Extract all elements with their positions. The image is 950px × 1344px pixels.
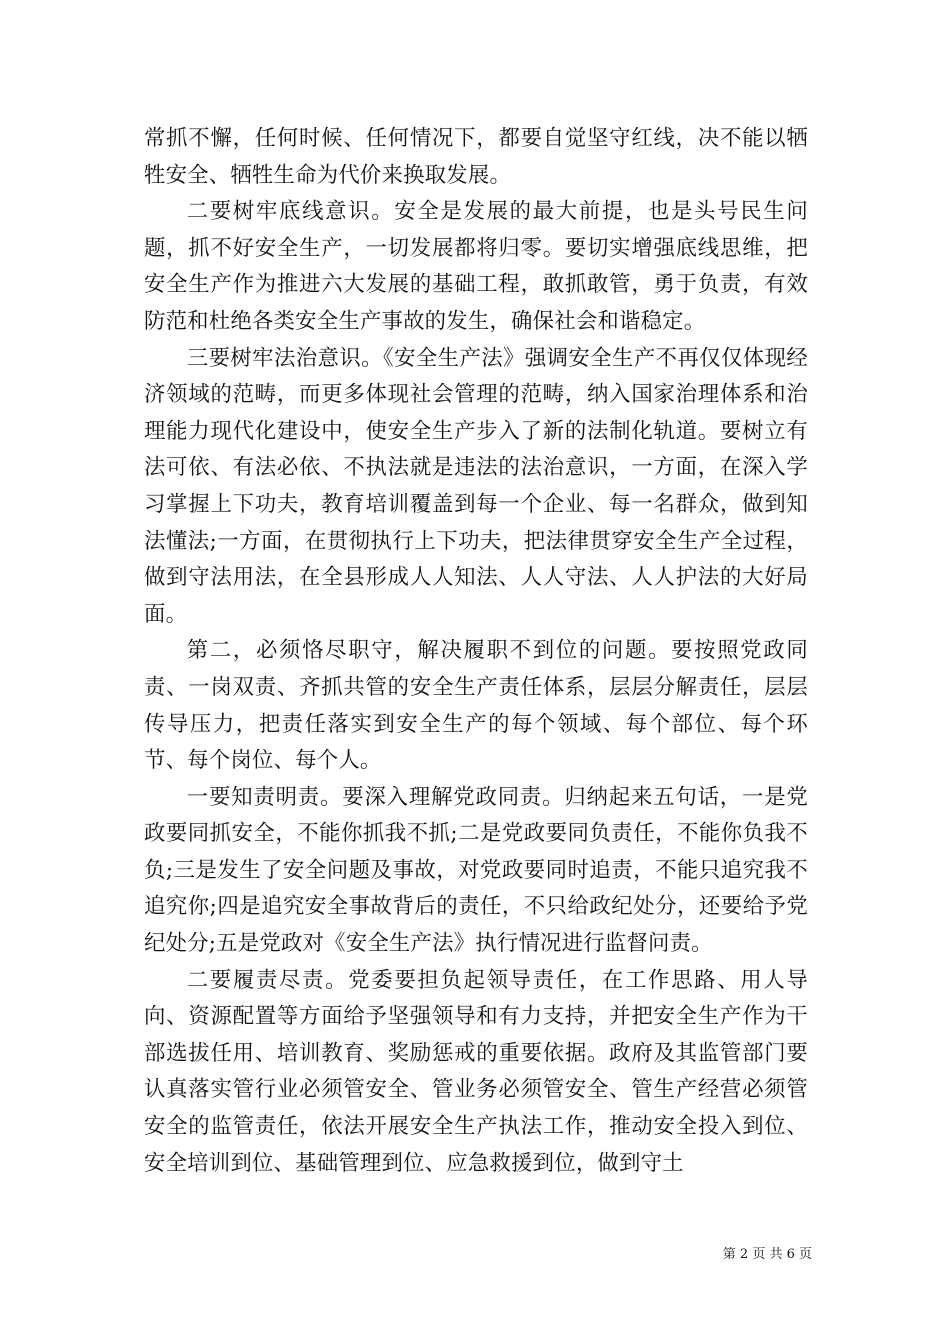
page-number: 第 2 页 共 6 页 <box>722 1247 812 1262</box>
paragraph-fulfill-responsibility: 二要履责尽责。党委要担负起领导责任，在工作思路、用人导向、资源配置等方面给予坚强领导和有力支持，并把安全生产作为干部选拔任用、培训教育、奖励惩戒的重要依据。政府及其监管部门要认真落实管行业必须管安全、管业务必须管安全、管生产经营必须管安全的监管责任，依法开展安全生产执法工作，推动安全投入到位、安全培训到位、基础管理到位、应急救援到位，做到守土 <box>144 967 808 1176</box>
document-body <box>144 121 808 1182</box>
paragraph-continuation: 常抓不懈，任何时候、任何情况下，都要自觉坚守红线，决不能以牺牲安全、牺牲生命为代价来换取发展。 <box>144 126 808 188</box>
paragraph-know-responsibility: 一要知责明责。要深入理解党政同责。归纳起来五句话，一是党政要同抓安全，不能你抓我不抓;二是党政要同负责任，不能你负我不负;三是发生了安全问题及事故，对党政要同时追责，不能只追究我不追究你;四是追究安全事故背后的责任，不只给政纪处分，还要给予党纪处分;五是党政对《安全生产法》执行情况进行监督问责。 <box>144 784 808 957</box>
paragraph-rule-of-law-awareness: 三要树牢法治意识。《安全生产法》强调安全生产不再仅仅体现经济领域的范畴，而更多体现社会管理的范畴，纳入国家治理体系和治理能力现代化建设中，使安全生产步入了新的法制化轨道。要树立有法可依、有法必依、不执法就是违法的法治意识，一方面，在深入学习掌握上下功夫，教育培训覆盖到每一个企业、每一名群众，做到知法懂法;一方面，在贯彻执行上下功夫，把法律贯穿安全生产全过程，做到守法用法，在全县形成人人知法、人人守法、人人护法的大好局面。 <box>144 345 808 627</box>
paragraph-second-duty: 第二，必须恪尽职守，解决履职不到位的问题。要按照党政同责、一岗双责、齐抓共管的安全生产责任体系，层层分解责任，层层传导压力，把责任落实到安全生产的每个领域、每个部位、每个环节、每个岗位、每个人。 <box>144 638 808 774</box>
paragraph-bottom-line-awareness: 二要树牢底线意识。安全是发展的最大前提，也是头号民生问题，抓不好安全生产，一切发展都将归零。要切实增强底线思维，把安全生产作为推进六大发展的基础工程，敢抓敢管，勇于负责，有效防范和杜绝各类安全生产事故的发生，确保社会和谐稳定。 <box>144 199 808 334</box>
